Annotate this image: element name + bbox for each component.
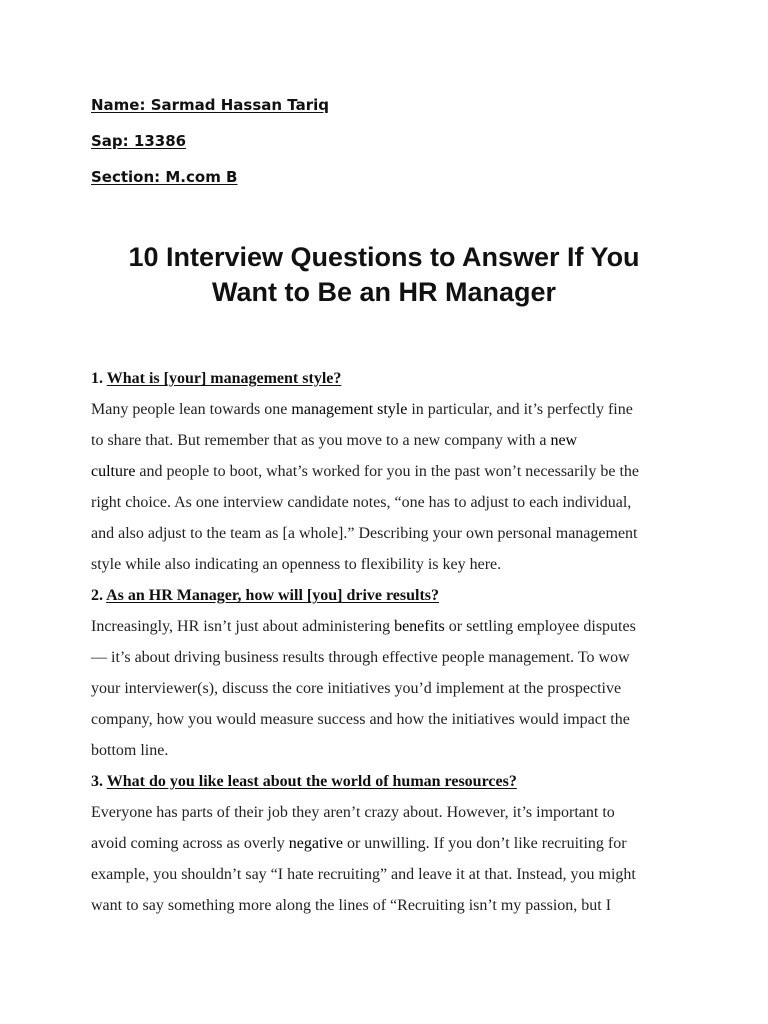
answer-line: — it’s about driving business results through effective people management. To wow bbox=[91, 649, 630, 666]
question-text: What do you like least about the world of human resources? bbox=[106, 773, 517, 790]
question-2-heading bbox=[91, 580, 439, 611]
question-text: What is [your] management style? bbox=[106, 370, 342, 387]
answer-line: and also adjust to the team as [a whole].” Describing your own personal management bbox=[91, 525, 638, 542]
link-text: benefits bbox=[394, 618, 445, 635]
question-1-answer bbox=[91, 394, 691, 580]
author-name: Name: Sarmad Hassan Tariq bbox=[91, 96, 329, 114]
answer-line: Increasingly, HR isn’t just about administering benefits or settling employee disputes bbox=[91, 618, 636, 635]
question-1-heading bbox=[91, 363, 341, 394]
section-label: Section: M.com B bbox=[91, 168, 238, 186]
answer-line: your interviewer(s), discuss the core initiatives you’d implement at the prospective bbox=[91, 680, 622, 697]
answer-line: to share that. But remember that as you move to a new company with a new bbox=[91, 432, 578, 449]
question-3-heading bbox=[91, 766, 517, 797]
answer-line: want to say something more along the lines of “Recruiting isn’t my passion, but I bbox=[91, 897, 612, 914]
question-number: 1. bbox=[91, 370, 103, 387]
question-number: 2. bbox=[91, 587, 103, 604]
title-line-2: Want to Be an HR Manager bbox=[211, 277, 557, 307]
sap-id: Sap: 13386 bbox=[91, 132, 187, 150]
title-line-1: 10 Interview Questions to Answer If You bbox=[128, 242, 640, 272]
answer-line: Everyone has parts of their job they aren’t crazy about. However, it’s important to bbox=[91, 804, 615, 821]
question-number: 3. bbox=[91, 773, 103, 790]
question-3-answer bbox=[91, 797, 691, 921]
question-2-answer bbox=[91, 611, 691, 766]
answer-line: right choice. As one interview candidate notes, “one has to adjust to each individual, bbox=[91, 494, 632, 511]
answer-line: style while also indicating an openness to flexibility is key here. bbox=[91, 556, 502, 573]
answer-line: example, you shouldn’t say “I hate recruiting” and leave it at that. Instead, you might bbox=[91, 866, 636, 883]
answer-line: Many people lean towards one management style in particular, and it’s perfectly fine bbox=[91, 401, 633, 418]
document-title bbox=[60, 240, 708, 310]
answer-line: avoid coming across as overly negative or unwilling. If you don’t like recruiting for bbox=[91, 835, 627, 852]
answer-line: culture and people to boot, what’s worked for you in the past won’t necessarily be the bbox=[91, 463, 640, 480]
link-text: negative bbox=[288, 835, 343, 852]
link-text: new bbox=[550, 432, 578, 449]
answer-line: bottom line. bbox=[91, 742, 169, 759]
link-text: culture bbox=[91, 463, 136, 480]
link-text: management style bbox=[291, 401, 408, 418]
answer-line: company, how you would measure success and how the initiatives would impact the bbox=[91, 711, 630, 728]
question-text: As an HR Manager, how will [you] drive results? bbox=[106, 587, 440, 604]
